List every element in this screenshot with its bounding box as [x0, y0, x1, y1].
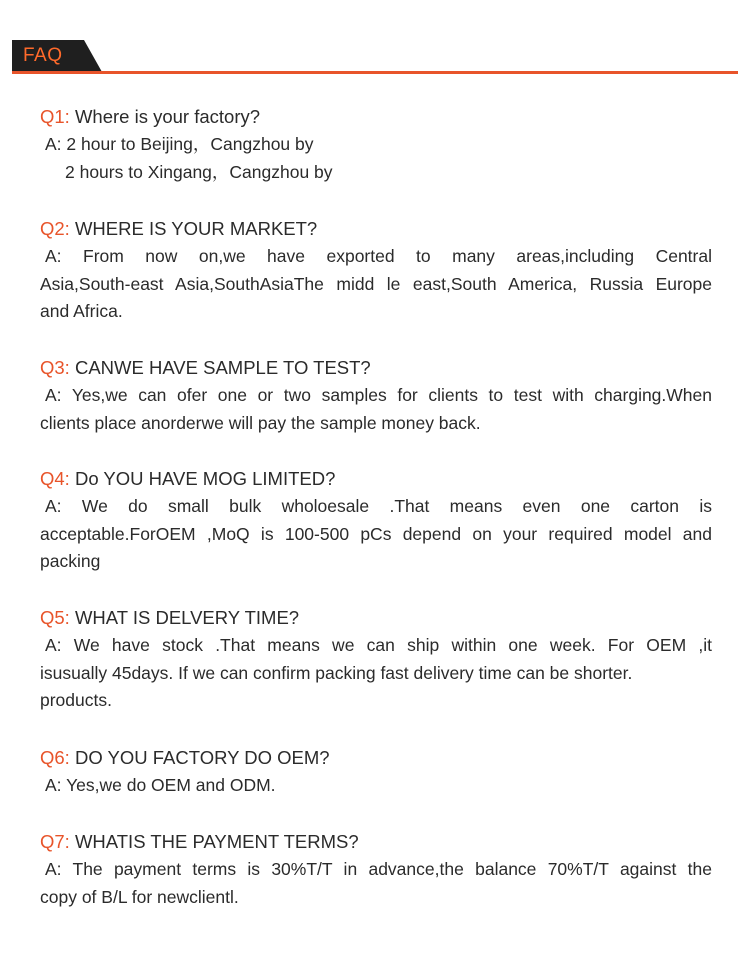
- question-text: DO YOU FACTORY DO OEM?: [69, 747, 330, 768]
- faq-question: [40, 104, 712, 130]
- faq-item-2: [40, 216, 712, 326]
- question-number: Q1:: [40, 106, 70, 127]
- answer-line: A: We do small bulk wholoesale .That means even one carton is: [45, 496, 712, 516]
- faq-answer: [40, 772, 712, 800]
- answer-line: A: From now on,we have exported to many areas,including Central: [45, 246, 712, 266]
- question-text: WHERE IS YOUR MARKET?: [69, 218, 318, 239]
- faq-item-7: [40, 829, 712, 911]
- question-text: WHATIS THE PAYMENT TERMS?: [69, 831, 359, 852]
- faq-question: [40, 216, 712, 242]
- faq-question: [40, 745, 712, 771]
- answer-line: copy of B/L for newclientl.: [40, 886, 239, 907]
- answer-line: A: Yes,we can ofer one or two samples for clients to test with charging.When: [45, 385, 712, 405]
- faq-item-5: [40, 605, 712, 715]
- faq-question: [40, 829, 712, 855]
- question-text: Do YOU HAVE MOG LIMITED?: [69, 468, 336, 489]
- answer-line: A: Yes,we do OEM and ODM.: [45, 775, 276, 795]
- faq-question: [40, 466, 712, 492]
- faq-answer: [40, 243, 712, 326]
- question-number: Q3:: [40, 357, 70, 378]
- faq-answer: [40, 856, 712, 911]
- faq-item-4: [40, 466, 712, 576]
- answer-line: A: We have stock .That means we can ship within one week. For OEM ,it: [45, 635, 712, 655]
- question-number: Q5:: [40, 607, 70, 628]
- question-text: Where is your factory?: [69, 106, 261, 127]
- answer-line: products.: [40, 690, 112, 710]
- faq-answer: [40, 632, 712, 715]
- question-number: Q6:: [40, 747, 70, 768]
- question-text: WHAT IS DELVERY TIME?: [69, 607, 300, 628]
- faq-answer: [40, 493, 712, 576]
- answer-line: and Africa.: [40, 301, 123, 321]
- faq-title: FAQ: [23, 45, 63, 66]
- faq-question: [40, 355, 712, 381]
- header-divider: [12, 71, 738, 74]
- faq-item-1: [40, 104, 712, 186]
- answer-line: A: 2 hour to Beijing，Cangzhou by: [45, 134, 314, 154]
- answer-line: Asia,South-east Asia,SouthAsiaThe midd le east,South America, Russia Europe: [40, 273, 712, 294]
- faq-answer: [40, 131, 712, 186]
- question-number: Q4:: [40, 468, 70, 489]
- faq-answer: [40, 382, 712, 437]
- answer-line: isusually 45days. If we can confirm packing fast delivery time can be shorter.: [40, 662, 633, 683]
- question-number: Q7:: [40, 831, 70, 852]
- answer-line: acceptable.ForOEM ,MoQ is 100-500 pCs depend on your required model and: [40, 523, 712, 544]
- faq-item-3: [40, 355, 712, 437]
- question-number: Q2:: [40, 218, 70, 239]
- faq-header: [12, 40, 738, 74]
- answer-line: clients place anorderwe will pay the sample money back.: [40, 412, 481, 433]
- question-text: CANWE HAVE SAMPLE TO TEST?: [69, 357, 371, 378]
- faq-question: [40, 605, 712, 631]
- answer-line: 2 hours to Xingang，Cangzhou by: [65, 161, 333, 182]
- answer-line: packing: [40, 551, 101, 571]
- answer-line: A: The payment terms is 30%T/T in advance,the balance 70%T/T against the: [45, 859, 712, 879]
- faq-item-6: [40, 745, 712, 800]
